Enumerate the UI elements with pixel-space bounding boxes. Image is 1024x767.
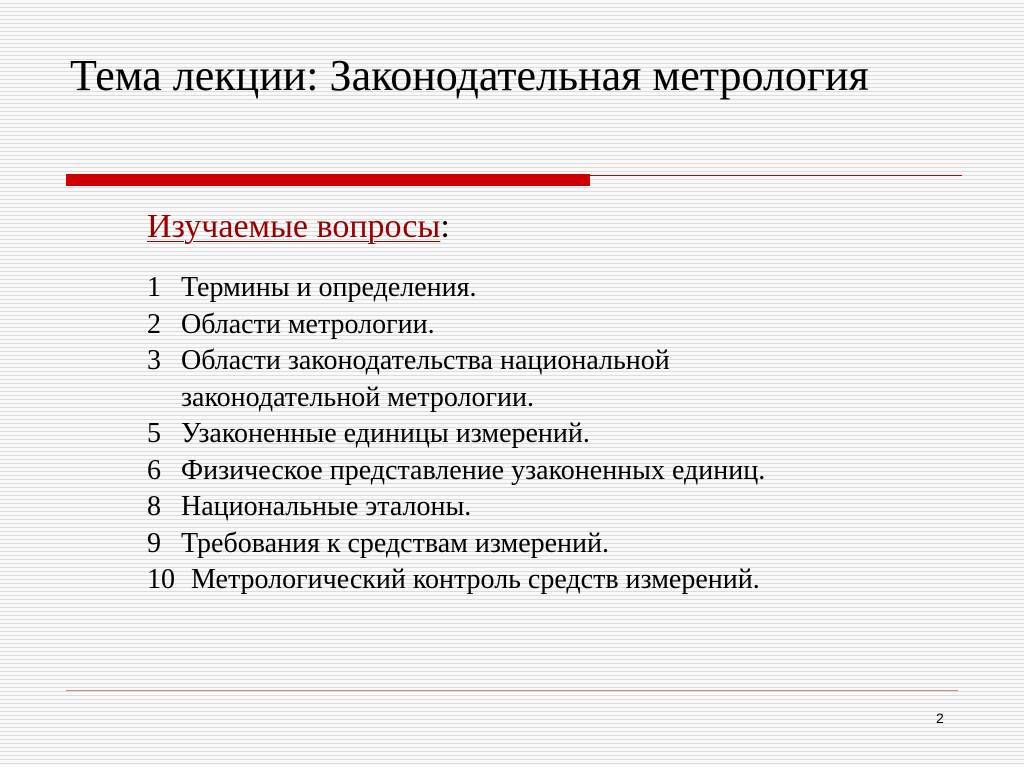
section-heading-text: Изучаемые вопросы	[147, 208, 441, 245]
list-item-number: 3	[147, 345, 161, 376]
title-accent-line	[590, 175, 962, 176]
list-item	[147, 489, 967, 526]
list-item	[147, 343, 967, 380]
list-item-continuation	[147, 380, 967, 417]
list-item	[147, 453, 967, 490]
list-item-number: 9	[147, 527, 161, 559]
section-heading-colon: :	[440, 208, 450, 245]
footer-divider	[66, 690, 958, 691]
section-heading	[147, 205, 450, 249]
list-item-text: Национальные эталоны.	[181, 491, 472, 522]
list-item-number: 1	[147, 272, 161, 303]
slide-title: Тема лекции: Законодательная метрология	[70, 51, 869, 100]
topic-list	[147, 270, 967, 599]
list-item	[147, 562, 967, 599]
list-item-text: Области законодательства национальной	[181, 345, 670, 376]
list-item	[147, 270, 967, 307]
list-item-number: 6	[147, 454, 161, 486]
list-item-text: Узаконенные единицы измерений.	[181, 418, 590, 449]
list-item-text: законодательной метрологии.	[181, 381, 534, 413]
list-item-text: Требования к средствам измерений.	[181, 527, 610, 559]
list-item	[147, 526, 967, 563]
list-item	[147, 307, 967, 344]
list-item	[147, 416, 967, 453]
list-item-number: 10	[147, 564, 175, 595]
list-item-text: Метрологический контроль средств измерений.	[191, 564, 760, 595]
list-item-text: Термины и определения.	[181, 272, 477, 303]
title-accent-bar	[66, 174, 590, 186]
page-number: 2	[936, 710, 944, 726]
list-item-text: Физическое представление узаконенных единиц.	[181, 454, 766, 486]
list-item-number: 2	[147, 308, 161, 340]
list-item-number: 8	[147, 491, 161, 522]
list-item-text: Области метрологии.	[181, 308, 435, 340]
list-item-number: 5	[147, 418, 161, 449]
